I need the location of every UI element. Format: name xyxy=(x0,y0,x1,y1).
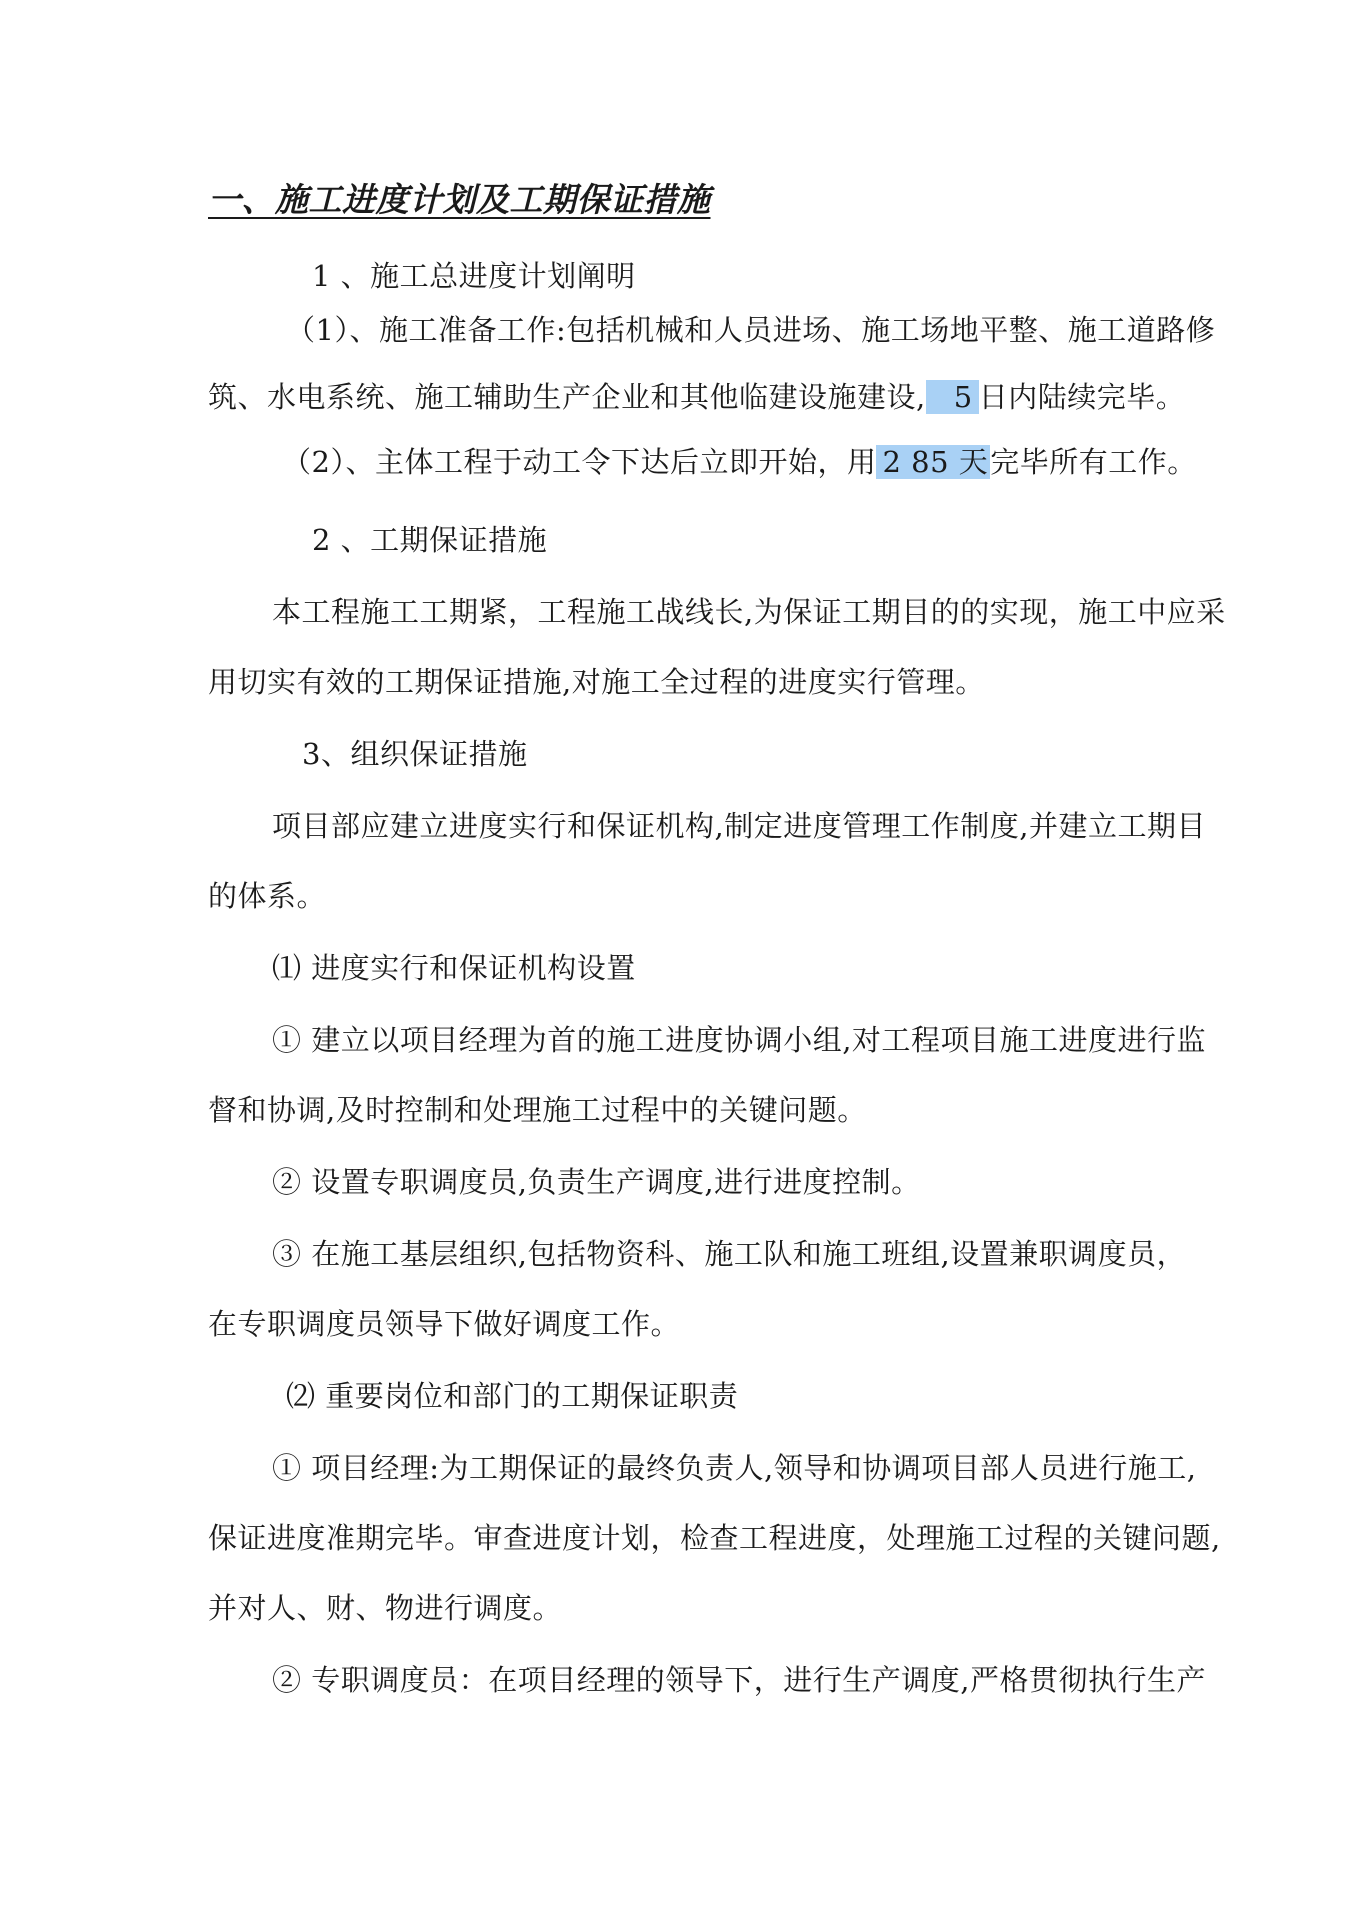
section1-item1-line2 xyxy=(208,377,1185,417)
section1-item2 xyxy=(282,442,1197,482)
sub1-item1-line1: ① 建立以项目经理为首的施工进度协调小组,对工程项目施工进度进行监 xyxy=(272,1023,1206,1057)
sub1-item2: ② 设置专职调度员,负责生产调度,进行进度控制。 xyxy=(272,1165,921,1199)
sub1-heading: ⑴ 进度实行和保证机构设置 xyxy=(272,951,636,985)
section1-item2-suffix: 完毕所有工作。 xyxy=(990,445,1197,479)
section1-item1-line1: （1）、施工准备工作:包括机械和人员进场、施工场地平整、施工道路修 xyxy=(286,313,1216,347)
highlight-days-285: 2 85 天 xyxy=(876,445,990,479)
sub1-item1-line2: 督和协调,及时控制和处理施工过程中的关键问题。 xyxy=(208,1093,867,1127)
section3-para-line1: 项目部应建立进度实行和保证机构,制定进度管理工作制度,并建立工期目 xyxy=(272,809,1206,843)
sub1-item3-line1: ③ 在施工基层组织,包括物资科、施工队和施工班组,设置兼职调度员， xyxy=(272,1237,1187,1271)
sub2-heading: ⑵ 重要岗位和部门的工期保证职责 xyxy=(286,1379,739,1413)
section2-para-line1: 本工程施工工期紧，工程施工战线长,为保证工期目的的实现，施工中应采 xyxy=(272,595,1226,629)
section1-heading: 1 、施工总进度计划阐明 xyxy=(312,259,636,293)
sub2-item1-line3: 并对人、财、物进行调度。 xyxy=(208,1591,563,1625)
section2-heading: 2 、工期保证措施 xyxy=(312,523,548,557)
sub2-item1-line1: ① 项目经理:为工期保证的最终负责人,领导和协调项目部人员进行施工, xyxy=(272,1451,1197,1485)
section1-item1-line2-prefix: 筑、水电系统、施工辅助生产企业和其他临建设施建设, xyxy=(208,380,926,414)
sub2-item2-line1: ② 专职调度员：在项目经理的领导下，进行生产调度,严格贯彻执行生产 xyxy=(272,1663,1206,1697)
section3-heading: 3、组织保证措施 xyxy=(302,737,528,771)
document-title: 一、施工进度计划及工期保证措施 xyxy=(208,180,711,219)
section1-item1-line2-suffix: 日内陆续完毕。 xyxy=(978,380,1186,414)
highlight-days-5: 5 xyxy=(926,380,979,414)
sub2-item1-line2: 保证进度准期完毕。审查进度计划，检查工程进度，处理施工过程的关键问题, xyxy=(208,1521,1221,1555)
section2-para-line2: 用切实有效的工期保证措施,对施工全过程的进度实行管理。 xyxy=(208,665,985,699)
sub1-item3-line2: 在专职调度员领导下做好调度工作。 xyxy=(208,1307,681,1341)
section1-item2-prefix: （2）、主体工程于动工令下达后立即开始，用 xyxy=(282,445,877,479)
section3-para-line2: 的体系。 xyxy=(208,879,327,913)
